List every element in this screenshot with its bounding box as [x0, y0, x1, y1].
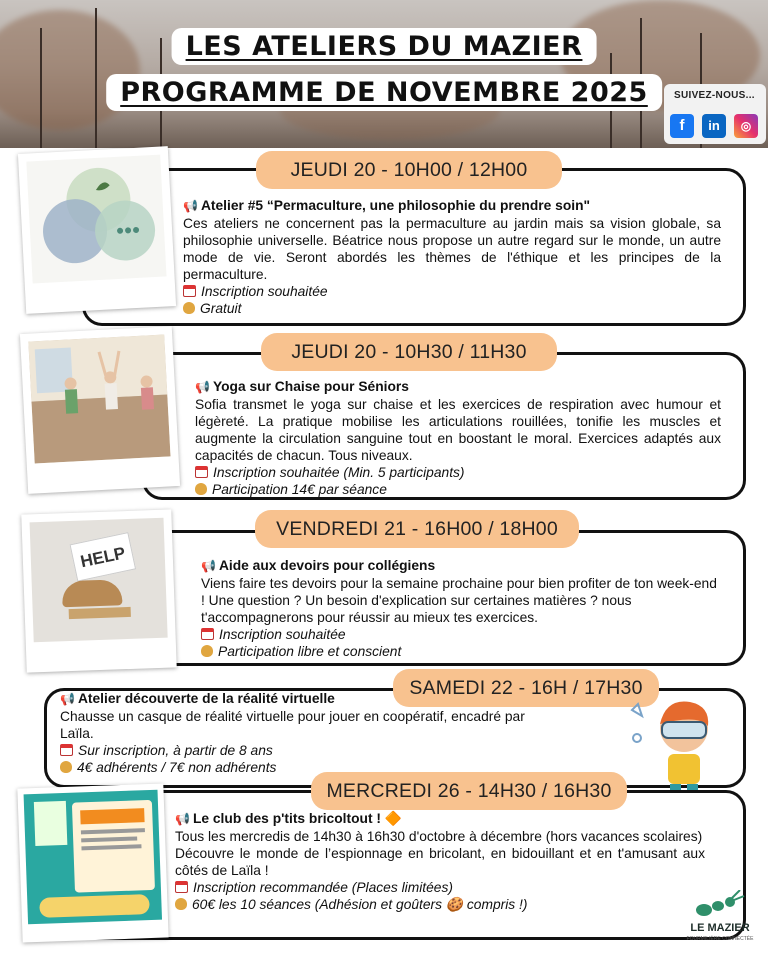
event-date-5: MERCREDI 26 - 14H30 / 16H30 [311, 772, 627, 810]
event-description-5a: Tous les mercredis de 14h30 à 16h30 d'octobre à décembre (hors vacances scolaires) [175, 829, 703, 844]
ant-logo-icon [690, 890, 746, 920]
event-photo-3 [21, 509, 176, 672]
facebook-icon[interactable]: f [670, 114, 694, 138]
calendar-icon [183, 285, 196, 297]
child-head [62, 579, 123, 607]
megaphone-icon: 📢 [201, 559, 216, 573]
calendar-icon [195, 466, 208, 478]
money-bag-icon [175, 898, 187, 910]
event-title-1 [183, 197, 721, 215]
event-registration-3: Inscription souhaitée [219, 627, 346, 642]
megaphone-icon: 📢 [175, 812, 190, 826]
event-text-1 [183, 197, 721, 317]
permaculture-venn-illustration [26, 155, 166, 284]
event-price-1: Gratuit [200, 301, 242, 316]
event-text-5 [175, 810, 705, 913]
social-links [664, 84, 766, 144]
event-text-2 [195, 378, 721, 498]
event-date-3: VENDREDI 21 - 16H00 / 18H00 [255, 510, 579, 548]
event-title-5: Le club des p'tits bricoltout ! 🔶 [192, 811, 402, 826]
calendar-icon [175, 881, 188, 893]
event-date-2: JEUDI 20 - 10H30 / 11H30 [261, 333, 557, 371]
event-photo-2 [20, 326, 180, 494]
linkedin-icon[interactable]: in [702, 114, 726, 138]
money-bag-icon [195, 483, 207, 495]
page-title-line2: PROGRAMME DE NOVEMBRE 2025 [106, 74, 662, 111]
money-bag-icon [183, 302, 195, 314]
instagram-icon[interactable]: ◎ [734, 114, 758, 138]
event-registration-2: Inscription souhaitée (Min. 5 participants) [213, 465, 465, 480]
event-text-4 [60, 690, 580, 776]
tree-trunk [95, 8, 97, 148]
chair-yoga-illustration [28, 335, 170, 464]
event-photo-1 [18, 146, 176, 314]
page-title-line1: LES ATELIERS DU MAZIER [172, 28, 597, 65]
event-description-5b: Découvre le monde de l’espionnage en bricolant, en bidouillant et en t'amusant aux côtés de Laïla ! [175, 846, 705, 878]
event-title-3: Aide aux devoirs pour collégiens [218, 558, 436, 573]
event-description-2: Sofia transmet le yoga sur chaise et les exercices de respiration avec humour et légèreté. La pratique mobilise les articulations rouillées, tonifie les muscles et augmente la circulation sanguine tout en boostant le moral. Exercices adaptés aux capacités de chacun. Tous niveaux. [195, 397, 721, 463]
event-date-1: JEUDI 20 - 10H00 / 12H00 [256, 151, 562, 189]
header-banner [0, 0, 768, 148]
event-title-2: Yoga sur Chaise pour Séniors [212, 379, 409, 394]
event-registration-5: Inscription recommandée (Places limitées) [193, 880, 453, 895]
money-bag-icon [201, 645, 213, 657]
logo-name: LE MAZIER [690, 922, 750, 934]
event-description-4: Chausse un casque de réalité virtuelle pour jouer en coopératif, encadré par Laïla. [60, 709, 525, 741]
megaphone-icon: 📢 [60, 692, 75, 706]
money-bag-icon [60, 761, 72, 773]
event-registration-4: Sur inscription, à partir de 8 ans [78, 743, 273, 758]
qr-code [34, 801, 68, 846]
flyer-heading [80, 808, 144, 824]
event-photo-5 [17, 783, 168, 942]
event-text-3 [201, 557, 721, 660]
logo-tagline: FOURMILIÈRE CONNECTÉE [686, 936, 754, 942]
tree-foliage [0, 10, 140, 130]
social-label: SUIVEZ-NOUS... [674, 90, 755, 101]
event-registration-1: Inscription souhaitée [201, 284, 328, 299]
event-price-3: Participation libre et conscient [218, 644, 402, 659]
event-title-4: Atelier découverte de la réalité virtuelle [77, 691, 335, 706]
event-description-1: Ces ateliers ne concernent pas la permaculture au jardin mais sa vision globale, sa philosophie universelle. Béatrice nous propose un autre regard sur le monde, un autre mode de vie. Seront abordés les thèmes de l'éthique et les principes de la permaculture. [183, 216, 721, 282]
book-pile [69, 607, 131, 619]
event-date-4: SAMEDI 22 - 16H / 17H30 [393, 669, 659, 707]
megaphone-icon: 📢 [183, 199, 198, 213]
calendar-icon [60, 744, 73, 756]
megaphone-icon: 📢 [195, 380, 210, 394]
event-price-2: Participation 14€ par séance [212, 482, 387, 497]
event-description-3: Viens faire tes devoirs pour la semaine prochaine pour bien profiter de ton week-end ! Une question ? Un besoin d'explication sur certaines matières ? nous t'accompagnerons pour réussir au mieux tes exercices. [201, 576, 717, 625]
event-title-text-1: Atelier #5 “Permaculture, une philosophie du prendre soin" [200, 198, 591, 213]
flyer-kids-strip [39, 894, 150, 918]
help-sign: HELP [70, 532, 137, 582]
tree-trunk [40, 28, 42, 148]
le-mazier-logo [684, 890, 756, 950]
event-price-5: 60€ les 10 séances (Adhésion et goûters 🍪 compris !) [192, 897, 528, 912]
event-price-4: 4€ adhérents / 7€ non adhérents [77, 760, 277, 775]
calendar-icon [201, 628, 214, 640]
